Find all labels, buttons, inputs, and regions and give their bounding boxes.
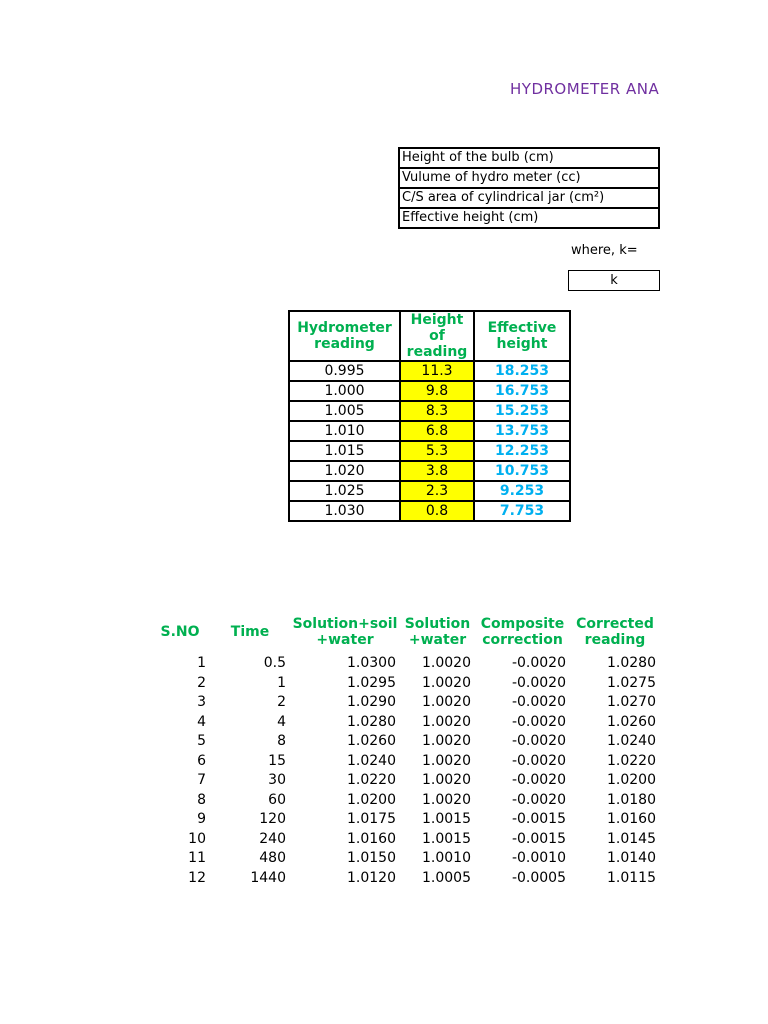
corrected-reading-cell[interactable]: 1.0240 (607, 733, 656, 749)
hydro-header-effective[interactable]: Effective height (474, 311, 570, 361)
solution-soil-water-cell[interactable]: 1.0220 (347, 772, 396, 788)
table-row (150, 713, 660, 733)
height-of-reading-cell[interactable]: 11.3 (400, 361, 474, 381)
solution-soil-water-cell[interactable]: 1.0280 (347, 713, 396, 730)
time-cell[interactable]: 15 (268, 752, 286, 769)
effective-height-cell[interactable]: 16.753 (474, 381, 570, 401)
solution-soil-water-cell[interactable]: 1.0300 (347, 655, 396, 671)
time-cell[interactable]: 60 (268, 791, 286, 808)
height-of-reading-cell[interactable]: 9.8 (400, 381, 474, 401)
effective-height-cell[interactable]: 9.253 (474, 481, 570, 501)
composite-correction-cell[interactable]: -0.0020 (511, 655, 566, 671)
solution-soil-water-cell[interactable]: 1.0200 (347, 791, 396, 808)
time-cell[interactable]: 30 (268, 772, 286, 788)
corrected-reading-cell[interactable]: 1.0260 (607, 713, 656, 730)
solution-soil-water-cell[interactable]: 1.0290 (347, 694, 396, 710)
solution-water-cell[interactable]: 1.0020 (422, 713, 471, 730)
composite-correction-cell[interactable]: -0.0020 (511, 752, 566, 769)
time-cell[interactable]: 4 (277, 713, 286, 730)
hydro-header-row (289, 311, 570, 361)
corrected-reading-cell[interactable]: 1.0115 (607, 869, 656, 886)
sno-cell[interactable]: 8 (197, 791, 206, 808)
solution-soil-water-cell[interactable]: 1.0240 (347, 752, 396, 769)
composite-correction-cell[interactable]: -0.0020 (511, 713, 566, 730)
table-row (150, 674, 660, 694)
sno-cell[interactable]: 3 (197, 694, 206, 710)
height-of-reading-cell[interactable]: 8.3 (400, 401, 474, 421)
table-row (150, 810, 660, 830)
solution-water-cell[interactable]: 1.0020 (422, 752, 471, 769)
time-cell[interactable]: 8 (277, 733, 286, 749)
composite-correction-cell[interactable]: -0.0015 (511, 830, 566, 847)
composite-correction-cell[interactable]: -0.0010 (511, 850, 566, 866)
sno-cell[interactable]: 7 (197, 772, 206, 788)
time-cell[interactable]: 1440 (250, 869, 286, 886)
hydrometer-table (288, 310, 571, 522)
composite-correction-cell[interactable]: -0.0005 (511, 869, 566, 886)
param-label[interactable]: Vulume of hydro meter (cc) (399, 168, 659, 188)
table-row (150, 849, 660, 869)
height-of-reading-cell[interactable]: 2.3 (400, 481, 474, 501)
sno-cell[interactable]: 2 (197, 674, 206, 691)
data-header-row (150, 610, 660, 654)
time-cell[interactable]: 0.5 (263, 655, 286, 671)
table-row (150, 791, 660, 811)
corrected-reading-cell[interactable]: 1.0140 (607, 850, 656, 866)
header-composite-correction[interactable]: Composite correction (480, 616, 565, 648)
hydro-row (289, 501, 570, 521)
table-row (150, 693, 660, 713)
effective-height-cell[interactable]: 15.253 (474, 401, 570, 421)
corrected-reading-cell[interactable]: 1.0200 (607, 772, 656, 788)
time-cell[interactable]: 120 (259, 811, 286, 827)
corrected-reading-cell[interactable]: 1.0180 (607, 791, 656, 808)
hydro-reading-cell[interactable]: 1.005 (289, 401, 400, 421)
sno-cell[interactable]: 4 (197, 713, 206, 730)
table-row (150, 771, 660, 791)
solution-soil-water-cell[interactable]: 1.0260 (347, 733, 396, 749)
solution-water-cell[interactable]: 1.0020 (422, 674, 471, 691)
hydro-row (289, 401, 570, 421)
header-solution-soil-water[interactable]: Solution+soil +water (292, 616, 398, 648)
solution-water-cell[interactable]: 1.0015 (422, 830, 471, 847)
table-row (150, 752, 660, 772)
header-solution-water[interactable]: Solution +water (404, 616, 471, 648)
readings-table (150, 610, 660, 888)
hydro-header-height[interactable]: Height of reading (400, 311, 474, 361)
hydro-reading-cell[interactable]: 0.995 (289, 361, 400, 381)
time-cell[interactable]: 480 (259, 850, 286, 866)
table-row (150, 830, 660, 850)
effective-height-cell[interactable]: 12.253 (474, 441, 570, 461)
sheet-title: HYDROMETER ANA (510, 80, 660, 98)
sno-cell[interactable]: 5 (197, 733, 206, 749)
param-row (399, 188, 659, 208)
corrected-reading-cell[interactable]: 1.0220 (607, 752, 656, 769)
time-cell[interactable]: 240 (259, 830, 286, 847)
sno-cell[interactable]: 9 (197, 811, 206, 827)
header-corrected-reading[interactable]: Corrected reading (576, 616, 654, 648)
solution-water-cell[interactable]: 1.0010 (422, 850, 471, 866)
param-row (399, 208, 659, 228)
time-cell[interactable]: 1 (277, 674, 286, 691)
solution-water-cell[interactable]: 1.0020 (422, 772, 471, 788)
param-label[interactable]: Effective height (cm) (399, 208, 659, 228)
sno-cell[interactable]: 10 (188, 830, 206, 847)
solution-soil-water-cell[interactable]: 1.0160 (347, 830, 396, 847)
solution-water-cell[interactable]: 1.0020 (422, 733, 471, 749)
time-cell[interactable]: 2 (277, 694, 286, 710)
corrected-reading-cell[interactable]: 1.0280 (607, 655, 656, 671)
sno-cell[interactable]: 1 (197, 655, 206, 671)
height-of-reading-cell[interactable]: 5.3 (400, 441, 474, 461)
hydro-reading-cell[interactable]: 1.020 (289, 461, 400, 481)
hydro-row (289, 381, 570, 401)
solution-water-cell[interactable]: 1.0005 (422, 869, 471, 886)
hydro-reading-cell[interactable]: 1.030 (289, 501, 400, 521)
composite-correction-cell[interactable]: -0.0020 (511, 772, 566, 788)
hydro-reading-cell[interactable]: 1.010 (289, 421, 400, 441)
param-label[interactable]: Height of the bulb (cm) (399, 148, 659, 168)
solution-soil-water-cell[interactable]: 1.0175 (347, 811, 396, 827)
solution-soil-water-cell[interactable]: 1.0295 (347, 674, 396, 691)
solution-water-cell[interactable]: 1.0020 (422, 694, 471, 710)
table-row (150, 732, 660, 752)
solution-soil-water-cell[interactable]: 1.0120 (347, 869, 396, 886)
hydro-row (289, 481, 570, 501)
param-label[interactable]: C/S area of cylindrical jar (cm²) (399, 188, 659, 208)
composite-correction-cell[interactable]: -0.0020 (511, 674, 566, 691)
height-of-reading-cell[interactable]: 3.8 (400, 461, 474, 481)
table-row (150, 654, 660, 674)
sno-cell[interactable]: 12 (188, 869, 206, 886)
hydro-reading-cell[interactable]: 1.015 (289, 441, 400, 461)
header-time[interactable]: Time (230, 624, 270, 640)
effective-height-cell[interactable]: 13.753 (474, 421, 570, 441)
hydro-row (289, 361, 570, 381)
solution-water-cell[interactable]: 1.0020 (422, 791, 471, 808)
param-row (399, 148, 659, 168)
sno-cell[interactable]: 6 (197, 752, 206, 769)
param-row (399, 168, 659, 188)
table-row (150, 869, 660, 889)
hydro-row (289, 421, 570, 441)
composite-correction-cell[interactable]: -0.0020 (511, 694, 566, 710)
composite-correction-cell[interactable]: -0.0020 (511, 791, 566, 808)
hydro-header-reading[interactable]: Hydrometer reading (289, 311, 400, 361)
composite-correction-cell[interactable]: -0.0015 (511, 811, 566, 827)
sno-cell[interactable]: 11 (188, 850, 206, 866)
corrected-reading-cell[interactable]: 1.0145 (607, 830, 656, 847)
where-k-label: where, k= (571, 243, 638, 258)
composite-correction-cell[interactable]: -0.0020 (511, 733, 566, 749)
hydro-reading-cell[interactable]: 1.000 (289, 381, 400, 401)
parameter-box (398, 147, 660, 229)
corrected-reading-cell[interactable]: 1.0270 (607, 694, 656, 710)
hydro-row (289, 441, 570, 461)
solution-soil-water-cell[interactable]: 1.0150 (347, 850, 396, 866)
header-sno[interactable]: S.NO (160, 624, 200, 640)
effective-height-cell[interactable]: 7.753 (474, 501, 570, 521)
hydro-row (289, 461, 570, 481)
height-of-reading-cell[interactable]: 6.8 (400, 421, 474, 441)
k-cell[interactable]: k (568, 270, 660, 291)
corrected-reading-cell[interactable]: 1.0275 (607, 674, 656, 691)
effective-height-cell[interactable]: 10.753 (474, 461, 570, 481)
height-of-reading-cell[interactable]: 0.8 (400, 501, 474, 521)
solution-water-cell[interactable]: 1.0015 (422, 811, 471, 827)
corrected-reading-cell[interactable]: 1.0160 (607, 811, 656, 827)
hydro-reading-cell[interactable]: 1.025 (289, 481, 400, 501)
effective-height-cell[interactable]: 18.253 (474, 361, 570, 381)
solution-water-cell[interactable]: 1.0020 (422, 655, 471, 671)
